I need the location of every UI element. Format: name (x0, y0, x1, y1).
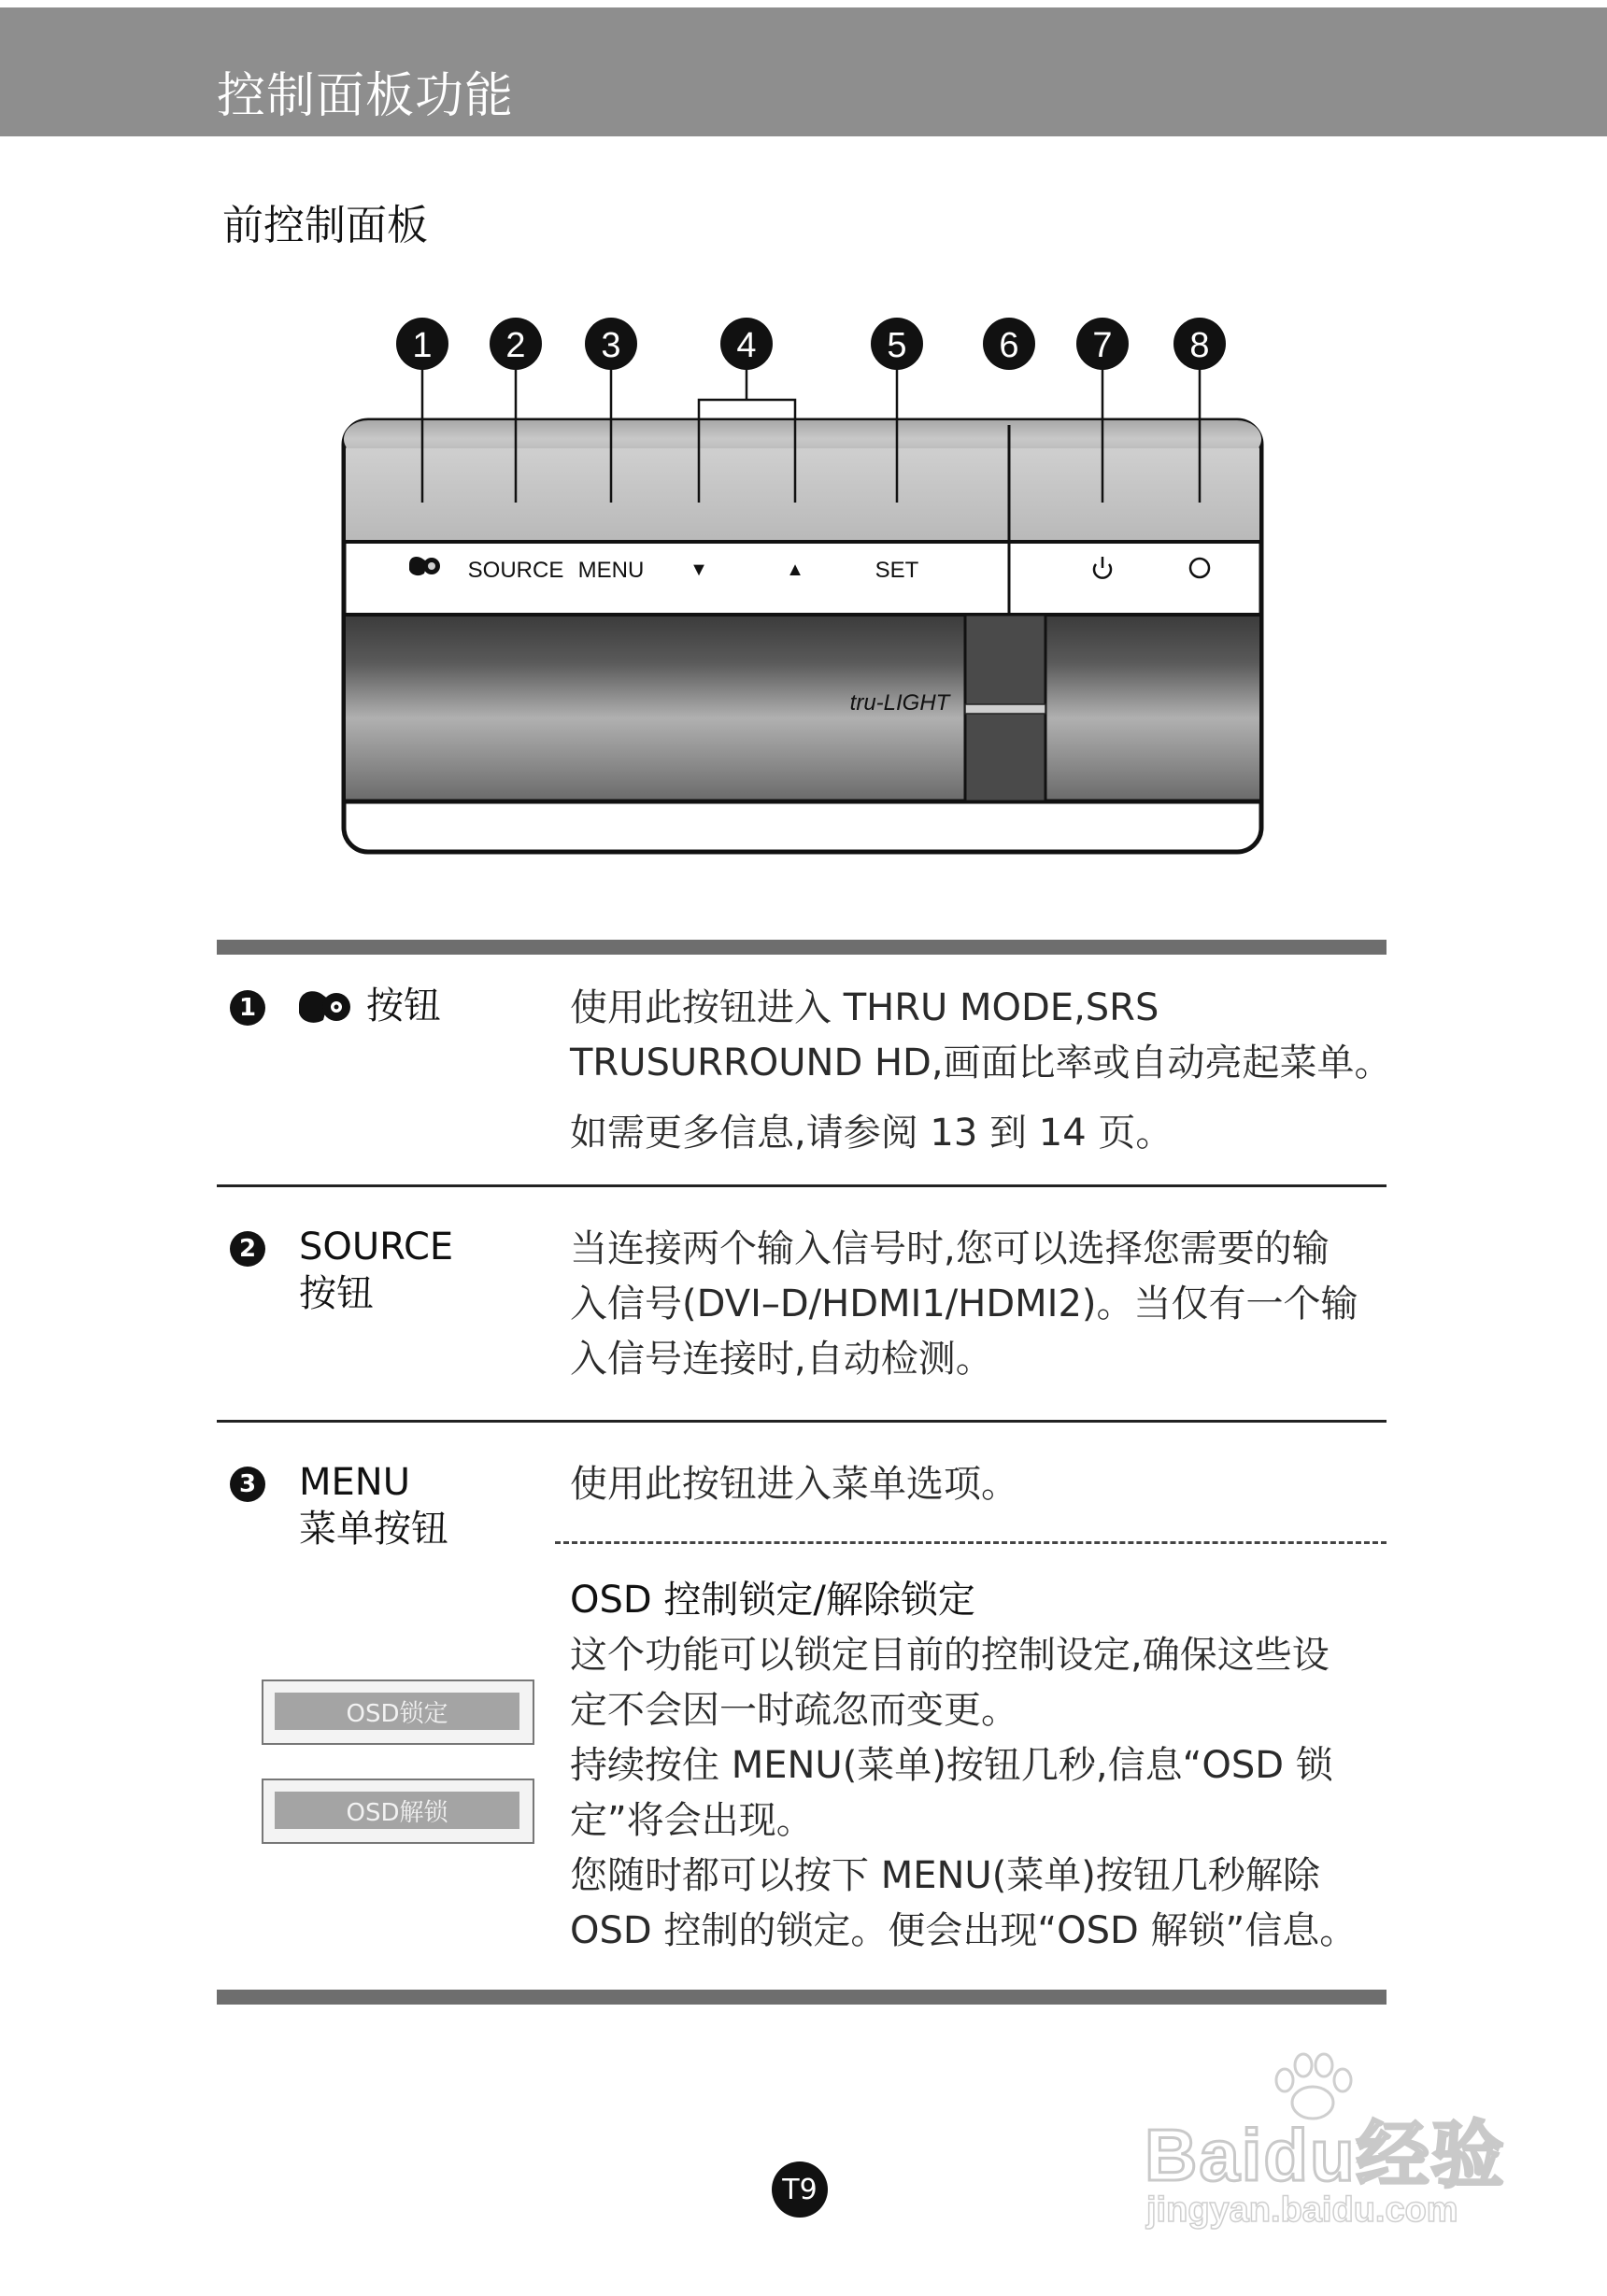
gamepad-icon (295, 985, 355, 1031)
page-number-badge: T9 (772, 2161, 828, 2218)
item-2-label (299, 1224, 453, 1317)
item-3-label (299, 1459, 448, 1552)
osd-lock-section (570, 1573, 1392, 1959)
callout-3: 3 (601, 326, 621, 365)
item-1-desc-line-1: 使用此按钮进入 THRU MODE,SRS (570, 986, 1159, 1029)
panel-menu-label: MENU (577, 558, 645, 583)
item-1-description (570, 981, 1392, 1161)
watermark-brand: Baidu经验 (1145, 2114, 1506, 2196)
osd-desc-line-4: 定”将会出现。 (570, 1799, 814, 1842)
callout-1: 1 (412, 326, 433, 365)
front-panel-illustration (0, 299, 1607, 878)
item-2-desc-line-2: 入信号(DVI–D/HDMI1/HDMI2)。当仅有一个输 (570, 1283, 1358, 1325)
osd-unlock-message-box (262, 1779, 534, 1844)
item-1-desc-line-3: 如需更多信息,请参阅 13 到 14 页。 (570, 1112, 1173, 1155)
watermark-url: jingyan.baidu.com (1146, 2190, 1458, 2230)
panel-button-area (346, 448, 1259, 542)
item-1-label: 按钮 (366, 985, 441, 1028)
panel-source-label: SOURCE (467, 558, 564, 583)
callout-2: 2 (505, 326, 526, 365)
panel-up-label: ▲ (786, 560, 804, 580)
panel-set-label: SET (875, 558, 919, 583)
item-3-dashed-divider (555, 1541, 1387, 1544)
panel-bezel (346, 617, 1259, 801)
osd-desc-line-6: OSD 控制的锁定。便会出现“OSD 解锁”信息。 (570, 1909, 1358, 1952)
osd-desc-line-5: 您随时都可以按下 MENU(菜单)按钮几秒解除 (570, 1854, 1320, 1897)
item-3-desc-line-1: 使用此按钮进入菜单选项。 (570, 1463, 1018, 1506)
osd-unlock-message: OSD解锁 (275, 1792, 519, 1829)
panel-down-label: ▼ (690, 560, 708, 580)
item-2-number: 2 (230, 1231, 265, 1267)
item-2-label-line-2: 按钮 (299, 1272, 374, 1315)
row-divider-1 (217, 1184, 1387, 1187)
osd-desc-line-3: 持续按住 MENU(菜单)按钮几秒,信息“OSD 锁 (570, 1744, 1333, 1787)
callout-4: 4 (736, 326, 757, 365)
callout-7: 7 (1092, 326, 1113, 365)
panel-brand-label: tru-LIGHT (849, 690, 950, 716)
item-1-desc-line-2: TRUSURROUND HD,画面比率或自动亮起菜单。 (570, 1042, 1392, 1084)
row-divider-2 (217, 1420, 1387, 1423)
section-title: 前控制面板 (222, 202, 428, 249)
callout-5: 5 (887, 326, 907, 365)
osd-lock-heading: OSD 控制锁定/解除锁定 (570, 1579, 975, 1622)
callout-6: 6 (999, 326, 1019, 365)
osd-lock-message-box (262, 1679, 534, 1745)
item-2-description (570, 1222, 1392, 1387)
table-top-rule (217, 940, 1387, 955)
osd-lock-message: OSD锁定 (275, 1693, 519, 1730)
osd-desc-line-1: 这个功能可以锁定目前的控制设定,确保这些设 (570, 1634, 1330, 1677)
callout-8: 8 (1189, 326, 1210, 365)
item-1-number: 1 (230, 990, 265, 1026)
item-3-number: 3 (230, 1467, 265, 1502)
item-3-label-line-2: 菜单按钮 (299, 1508, 448, 1551)
table-bottom-rule (217, 1990, 1387, 2005)
item-2-desc-line-3: 入信号连接时,自动检测。 (570, 1338, 993, 1381)
osd-desc-line-2: 定不会因一时疏忽而变更。 (570, 1689, 1018, 1732)
item-2-label-line-1: SOURCE (299, 1226, 454, 1268)
item-2-desc-line-1: 当连接两个输入信号时,您可以选择您需要的输 (570, 1227, 1330, 1270)
page-title: 控制面板功能 (217, 68, 515, 124)
baidu-watermark (1135, 2050, 1528, 2237)
item-3-description (570, 1457, 1392, 1512)
item-3-label-line-1: MENU (299, 1461, 410, 1504)
